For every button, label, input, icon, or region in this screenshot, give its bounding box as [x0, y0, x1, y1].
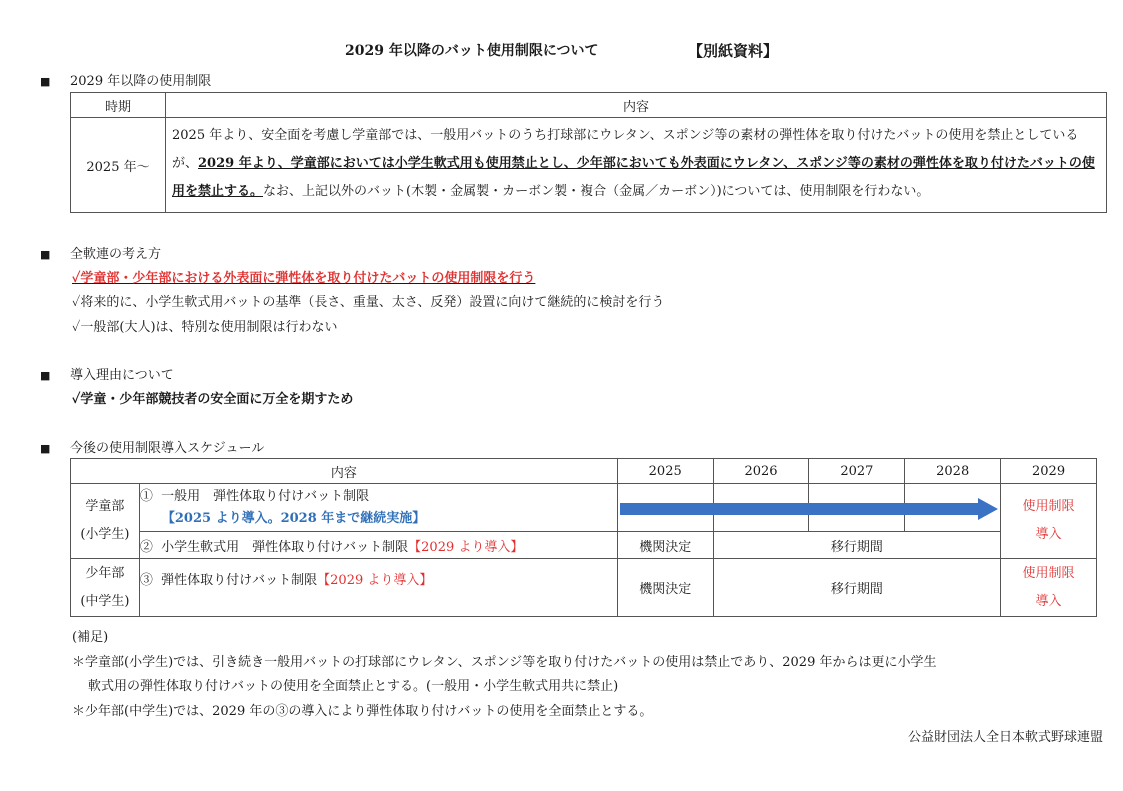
- section2-heading: ■ 全軟連の考え方: [40, 247, 162, 262]
- supplement-note-1b: 軟式用の弾性体取り付けバットの使用を全面禁止とする。(一般用・小学生軟式用共に禁止): [88, 679, 619, 694]
- row3-content: ③ 弾性体取り付けバット制限【2029 より導入】: [139, 559, 617, 617]
- schedule-arrow: [620, 498, 1000, 520]
- section4-heading: ■ 今後の使用制限導入スケジュール: [40, 441, 265, 456]
- bullet-square: ■: [40, 248, 51, 261]
- organization-name: 公益財団法人全日本軟式野球連盟: [907, 730, 1103, 745]
- section3-heading: ■ 導入理由について: [40, 368, 174, 383]
- supplement-label: (補足): [72, 630, 109, 645]
- row3-note: 【2029 より導入】: [317, 573, 433, 588]
- year-2025: 2025: [617, 459, 713, 484]
- supplement-note-2: ＊少年部(中学生)では、2029 年の③の導入により弾性体取り付けバットの使用を全面禁止とする。: [72, 704, 653, 719]
- row2-content: ② 小学生軟式用 弾性体取り付けバット制限【2029 より導入】: [139, 532, 617, 559]
- reason-item: ✓学童・少年部競技者の安全面に万全を期すため: [72, 392, 354, 407]
- policy-item-1: ✓学童部・少年部における外表面に弾性体を取り付けたバットの使用制限を行う: [72, 271, 536, 286]
- row1-note: 【2025 より導入。2028 年まで継続実施】: [161, 510, 426, 526]
- bullet-square: ■: [40, 442, 51, 455]
- row3-transition: 移行期間: [713, 559, 1000, 617]
- year-2026: 2026: [713, 459, 809, 484]
- result-shonen: 使用制限 導入: [1001, 559, 1097, 617]
- row1-content: ① 一般用 弾性体取り付けバット制限 【2025 より導入。2028 年まで継続実施】: [139, 484, 617, 532]
- supplement-note-1a: ＊学童部(小学生)では、引き続き一般用バットの打球部にウレタン、スポンジ等を取り付けたバットの使用は禁止であり、2029 年からは更に小学生: [72, 655, 937, 670]
- year-2029: 2029: [1001, 459, 1097, 484]
- col-period: 時期: [71, 93, 166, 118]
- period-cell: 2025 年～: [71, 118, 166, 213]
- bullet-square: ■: [40, 369, 51, 382]
- schedule-table: [70, 458, 1097, 617]
- policy-item-3: ✓一般部(大人)は、特別な使用制限は行わない: [72, 320, 338, 335]
- schedule-col-content: 内容: [71, 459, 618, 484]
- group-shonen: 少年部 (中学生): [71, 559, 140, 617]
- restriction-table: [70, 92, 1107, 213]
- section1-heading: ■ 2029 年以降の使用制限: [40, 74, 212, 89]
- year-2028: 2028: [905, 459, 1001, 484]
- row2-decision: 機関決定: [617, 532, 713, 559]
- title-tag: 【別紙資料】: [688, 42, 779, 60]
- row3-decision: 機関決定: [617, 559, 713, 617]
- col-content: 内容: [166, 93, 1107, 118]
- bullet-square: ■: [40, 75, 51, 88]
- content-cell: 2025 年より、安全面を考慮し学童部では、一般用バットのうち打球部にウレタン、スポンジ等の素材の弾性体を取り付けたバットの使用を禁止としているが、2029 年より、学童部においては小学生軟式用も使用禁止とし、少年部においても外表面にウレタン、スポンジ等の素材の弾性体を取り付けたバットの使用を禁止する。なお、上記以外のバット(木製・金属製・カーボン製・複合（金属／カーボン）)については、使用制限を行わない。: [166, 118, 1107, 213]
- title-main: 2029 年以降のバット使用制限について: [345, 43, 599, 59]
- year-2027: 2027: [809, 459, 905, 484]
- result-gakudo: 使用制限 導入: [1001, 484, 1097, 559]
- policy-item-2: ✓将来的に、小学生軟式用バットの基準（長さ、重量、太さ、反発）設置に向けて継続的に検討を行う: [72, 295, 665, 310]
- row2-note: 【2029 より導入】: [408, 539, 524, 555]
- group-gakudo: 学童部 (小学生): [71, 484, 140, 559]
- row2-transition: 移行期間: [713, 532, 1000, 559]
- key-rule: 2029 年より、学童部においては小学生軟式用も使用禁止とし、少年部においても外表面にウレタン、スポンジ等の素材の弾性体を取り付けたバットの使用を禁止する。: [172, 156, 1095, 199]
